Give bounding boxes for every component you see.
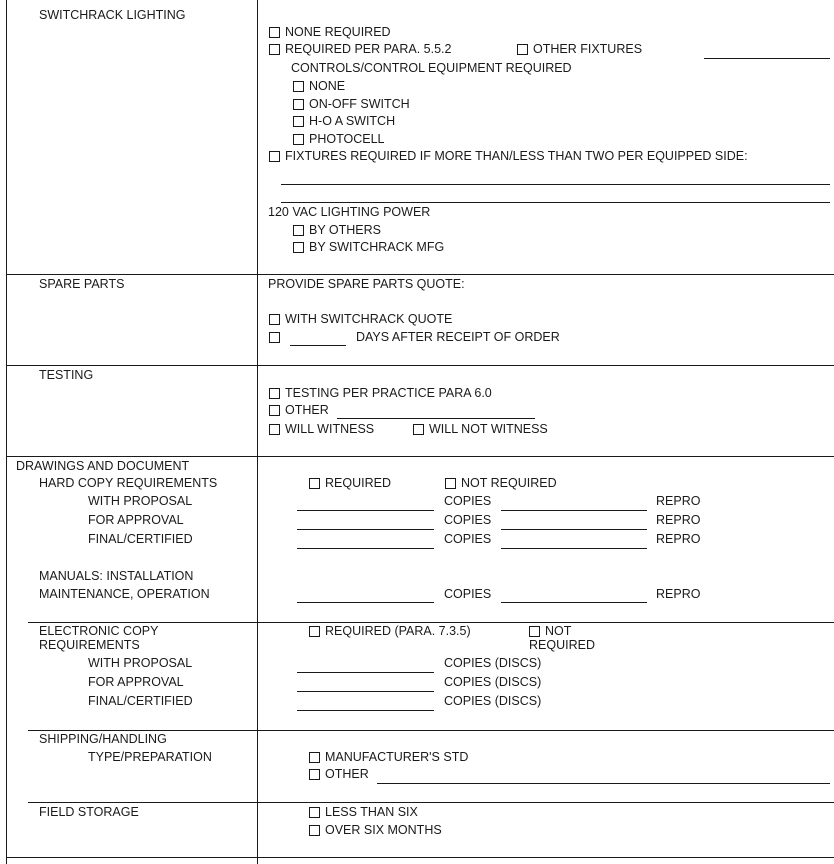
days-after-label: DAYS AFTER RECEIPT OF ORDER: [356, 330, 560, 344]
photocell-label: PHOTOCELL: [309, 132, 385, 146]
copies-discs-label: COPIES (DISCS): [444, 694, 542, 708]
hard-copy-required-label: REQUIRED: [325, 476, 391, 490]
copies-label: COPIES: [444, 513, 492, 527]
section-heading-switchrack-lighting: SWITCHRACK LIGHTING: [39, 8, 186, 22]
repro-label: REPRO: [656, 494, 701, 508]
repro-label: REPRO: [656, 532, 701, 546]
electronic-required-checkbox[interactable]: [309, 626, 320, 637]
manufacturer-std-label: MANUFACTURER'S STD: [325, 750, 469, 764]
will-witness-label: WILL WITNESS: [285, 422, 375, 436]
electronic-row-label: WITH PROPOSAL: [88, 656, 193, 670]
hard-copy-not-required-label: NOT REQUIRED: [461, 476, 557, 490]
section-heading-field-storage: FIELD STORAGE: [39, 805, 139, 819]
hard-copy-heading: HARD COPY REQUIREMENTS: [39, 476, 218, 490]
row-divider: [28, 802, 834, 803]
electronic-not-required-label-line2: REQUIRED: [529, 638, 595, 652]
row-divider: [28, 730, 834, 731]
will-not-witness-label: WILL NOT WITNESS: [429, 422, 548, 436]
hard-copy-not-required-checkbox[interactable]: [445, 478, 456, 489]
will-not-witness-checkbox[interactable]: [413, 424, 424, 435]
testing-other-field[interactable]: [337, 418, 535, 419]
on-off-switch-label: ON-OFF SWITCH: [309, 97, 410, 111]
hard-copy-copies-field[interactable]: [297, 548, 434, 549]
photocell-checkbox[interactable]: [293, 134, 304, 145]
electronic-row-label: FINAL/CERTIFIED: [88, 694, 193, 708]
column-divider: [257, 0, 258, 864]
required-per-para-checkbox[interactable]: [269, 44, 280, 55]
with-switchrack-quote-checkbox[interactable]: [269, 314, 280, 325]
left-border: [6, 0, 7, 864]
by-switchrack-mfg-label: BY SWITCHRACK MFG: [309, 240, 445, 254]
hard-copy-row-label: WITH PROPOSAL: [88, 494, 193, 508]
row-divider: [28, 622, 834, 623]
less-than-six-checkbox[interactable]: [309, 807, 320, 818]
hoa-switch-checkbox[interactable]: [293, 116, 304, 127]
electronic-not-required-checkbox[interactable]: [529, 626, 540, 637]
fixtures-required-label: FIXTURES REQUIRED IF MORE THAN/LESS THAN TWO PER EQUIPPED SIDE:: [285, 149, 748, 163]
bottom-border: [6, 857, 834, 858]
other-fixtures-checkbox[interactable]: [517, 44, 528, 55]
copies-label: COPIES: [444, 587, 492, 601]
testing-other-checkbox[interactable]: [269, 405, 280, 416]
hard-copy-row-label: FINAL/CERTIFIED: [88, 532, 193, 546]
manuals-label-line1: MANUALS: INSTALLATION: [39, 569, 194, 583]
electronic-heading-line2: REQUIREMENTS: [39, 638, 140, 652]
copies-label: COPIES: [444, 532, 492, 546]
none-required-checkbox[interactable]: [269, 27, 280, 38]
hard-copy-copies-field[interactable]: [297, 510, 434, 511]
lighting-power-heading: 120 VAC LIGHTING POWER: [268, 205, 431, 219]
copies-discs-label: COPIES (DISCS): [444, 675, 542, 689]
spare-parts-quote-heading: PROVIDE SPARE PARTS QUOTE:: [268, 277, 465, 291]
electronic-copies-field[interactable]: [297, 672, 434, 673]
control-none-checkbox[interactable]: [293, 81, 304, 92]
testing-other-label: OTHER: [285, 403, 329, 417]
hoa-switch-label: H-O A SWITCH: [309, 114, 396, 128]
less-than-six-label: LESS THAN SIX: [325, 805, 418, 819]
electronic-required-label: REQUIRED (PARA. 7.3.5): [325, 624, 471, 638]
hard-copy-repro-field[interactable]: [501, 548, 647, 549]
electronic-heading-line1: ELECTRONIC COPY: [39, 624, 159, 638]
fixtures-required-field-2[interactable]: [281, 202, 830, 203]
fixtures-required-field-1[interactable]: [281, 184, 830, 185]
with-switchrack-quote-label: WITH SWITCHRACK QUOTE: [285, 312, 453, 326]
electronic-not-required-label-line1: NOT: [545, 624, 572, 638]
electronic-copies-field[interactable]: [297, 710, 434, 711]
days-after-checkbox[interactable]: [269, 332, 280, 343]
row-divider: [6, 274, 834, 275]
by-others-label: BY OTHERS: [309, 223, 382, 237]
control-none-label: NONE: [309, 79, 346, 93]
manuals-label-line2: MAINTENANCE, OPERATION: [39, 587, 210, 601]
hard-copy-copies-field[interactable]: [297, 529, 434, 530]
none-required-label: NONE REQUIRED: [285, 25, 391, 39]
hard-copy-repro-field[interactable]: [501, 510, 647, 511]
section-heading-shipping: SHIPPING/HANDLING: [39, 732, 167, 746]
repro-label: REPRO: [656, 587, 701, 601]
by-others-checkbox[interactable]: [293, 225, 304, 236]
row-divider: [6, 365, 834, 366]
hard-copy-row-label: FOR APPROVAL: [88, 513, 184, 527]
shipping-other-field[interactable]: [377, 783, 830, 784]
days-after-field[interactable]: [290, 345, 346, 346]
will-witness-checkbox[interactable]: [269, 424, 280, 435]
manuals-repro-field[interactable]: [501, 602, 647, 603]
shipping-subheading: TYPE/PREPARATION: [88, 750, 212, 764]
testing-per-practice-checkbox[interactable]: [269, 388, 280, 399]
electronic-row-label: FOR APPROVAL: [88, 675, 184, 689]
manuals-copies-field[interactable]: [297, 602, 434, 603]
hard-copy-required-checkbox[interactable]: [309, 478, 320, 489]
section-heading-spare-parts: SPARE PARTS: [39, 277, 125, 291]
on-off-switch-checkbox[interactable]: [293, 99, 304, 110]
controls-heading: CONTROLS/CONTROL EQUIPMENT REQUIRED: [291, 61, 572, 75]
row-divider: [6, 456, 834, 457]
section-heading-testing: TESTING: [39, 368, 94, 382]
other-fixtures-field[interactable]: [704, 58, 830, 59]
other-fixtures-label: OTHER FIXTURES: [533, 42, 643, 56]
copies-label: COPIES: [444, 494, 492, 508]
over-six-months-checkbox[interactable]: [309, 825, 320, 836]
fixtures-required-checkbox[interactable]: [269, 151, 280, 162]
copies-discs-label: COPIES (DISCS): [444, 656, 542, 670]
shipping-other-label: OTHER: [325, 767, 369, 781]
shipping-other-checkbox[interactable]: [309, 769, 320, 780]
repro-label: REPRO: [656, 513, 701, 527]
testing-per-practice-label: TESTING PER PRACTICE PARA 6.0: [285, 386, 492, 400]
hard-copy-repro-field[interactable]: [501, 529, 647, 530]
manufacturer-std-checkbox[interactable]: [309, 752, 320, 763]
section-heading-drawings: DRAWINGS AND DOCUMENT: [16, 459, 190, 473]
over-six-months-label: OVER SIX MONTHS: [325, 823, 442, 837]
electronic-copies-field[interactable]: [297, 691, 434, 692]
required-per-para-label: REQUIRED PER PARA. 5.5.2: [285, 42, 452, 56]
by-switchrack-mfg-checkbox[interactable]: [293, 242, 304, 253]
